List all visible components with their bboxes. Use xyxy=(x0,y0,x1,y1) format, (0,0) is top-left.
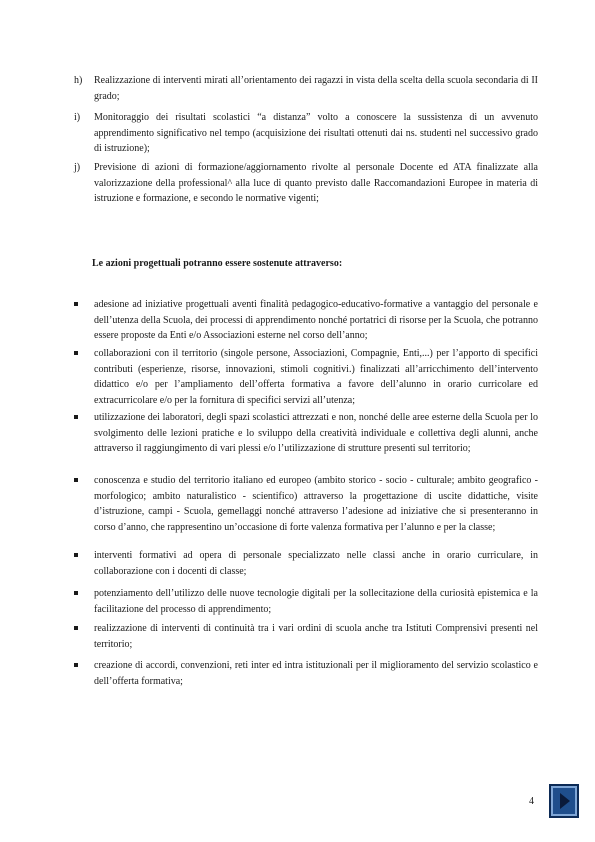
next-page-button[interactable] xyxy=(549,784,579,818)
bullet-icon xyxy=(74,302,78,306)
list-item-text: Realizzazione di interventi mirati all’orientamento dei ragazzi in vista della scelta della scuola secondaria di II grado; xyxy=(94,75,538,102)
section-heading: Le azioni progettuali potranno essere sostenute attraverso: xyxy=(92,258,343,269)
list-marker: j) xyxy=(74,162,81,173)
bullet-item xyxy=(74,621,538,652)
bullet-icon xyxy=(74,415,78,419)
bullet-text: adesione ad iniziative progettuali aventi finalità pedagogico-educativo-formative a vantaggio del personale e dell’utenza della Scuola, dei processi di apprendimento nonché portatrici di risorse per la Scuola, che potranno essere proposte da Enti e/o Associazioni esterne nel corso dell’anno; xyxy=(94,299,538,341)
bullet-item xyxy=(74,586,538,617)
bullet-text: potenziamento dell’utilizzo delle nuove tecnologie digitali per la sollecitazione della curiosità epistemica e la facilitazione del processo di apprendimento; xyxy=(94,588,538,615)
bullet-icon xyxy=(74,553,78,557)
page-number: 4 xyxy=(529,796,534,807)
list-item-i xyxy=(74,110,538,157)
bullet-icon xyxy=(74,351,78,355)
bullet-item xyxy=(74,410,538,457)
list-item-h xyxy=(74,73,538,104)
bullet-text: realizzazione di interventi di continuità tra i vari ordini di scuola anche tra Istituti Comprensivi presenti nel territorio; xyxy=(94,623,538,650)
list-marker: h) xyxy=(74,75,83,86)
list-item-j xyxy=(74,160,538,207)
bullet-icon xyxy=(74,626,78,630)
bullet-text: collaborazioni con il territorio (singole persone, Associazioni, Compagnie, Enti,...) per l’apporto di specifici contributi (esperienze, risorse, innovazioni, stimoli cognitivi.) finalizzati all’arricchimento dell’intervento didattico e/o per l’ampliamento dell’offerta formativa a favore dell’alunno in orario curricolare ed extracurricolare e/o per la fornitura di specifici servizi all’utenza; xyxy=(94,348,538,406)
bullet-text: conoscenza e studio del territorio italiano ed europeo (ambito storico - socio - culturale; ambito geografico - morfologico; ambito naturalistico - scientifico) attraverso la progettazione di uscite didattiche, visite d’istruzione, campi - Scuola, gemellaggi nonché attraverso l’adesione ad iniziative che si presenteranno in corso d’anno, che rappresentino un’occasione di forte valenza formativa per l’alunno e per la classe; xyxy=(94,475,538,533)
bullet-item xyxy=(74,658,538,689)
bullet-icon xyxy=(74,478,78,482)
bullet-item xyxy=(74,297,538,344)
list-marker: i) xyxy=(74,112,81,123)
bullet-text: utilizzazione dei laboratori, degli spazi scolastici attrezzati e non, nonché delle aree esterne della Scuola per lo svolgimento delle lezioni pratiche e lo sviluppo della creatività individuale e collettiva degli alunni, anche attraverso il raggiungimento di vari plessi e/o l’utilizzazione di strutture presenti sul territorio; xyxy=(94,412,538,454)
list-item-text: Previsione di azioni di formazione/aggiornamento rivolte al personale Docente ed ATA finalizzate alla valorizzazione della professional^ alla luce di quanto previsto dalle Raccomandazioni Europee in materia di istruzione e formazione, e secondo le normative vigenti; xyxy=(94,162,538,204)
list-item-text: Monitoraggio dei risultati scolastici “a distanza” volto a conoscere la sussistenza di un avvenuto apprendimento significativo nel tempo (acquisizione dei risultati ottenuti dai ns. studenti nel successivo grado di istruzione); xyxy=(94,112,538,154)
bullet-icon xyxy=(74,663,78,667)
bullet-item xyxy=(74,346,538,408)
bullet-text: creazione di accordi, convenzioni, reti inter ed intra istituzionali per il miglioramento del servizio scolastico e dell’offerta formativa; xyxy=(94,660,538,687)
bullet-item xyxy=(74,548,538,579)
next-page-arrow-icon xyxy=(551,786,577,816)
bullet-item xyxy=(74,473,538,535)
bullet-text: interventi formativi ad opera di personale specializzato nelle classi anche in orario curriculare, in collaborazione con i docenti di classe; xyxy=(94,550,538,577)
bullet-icon xyxy=(74,591,78,595)
